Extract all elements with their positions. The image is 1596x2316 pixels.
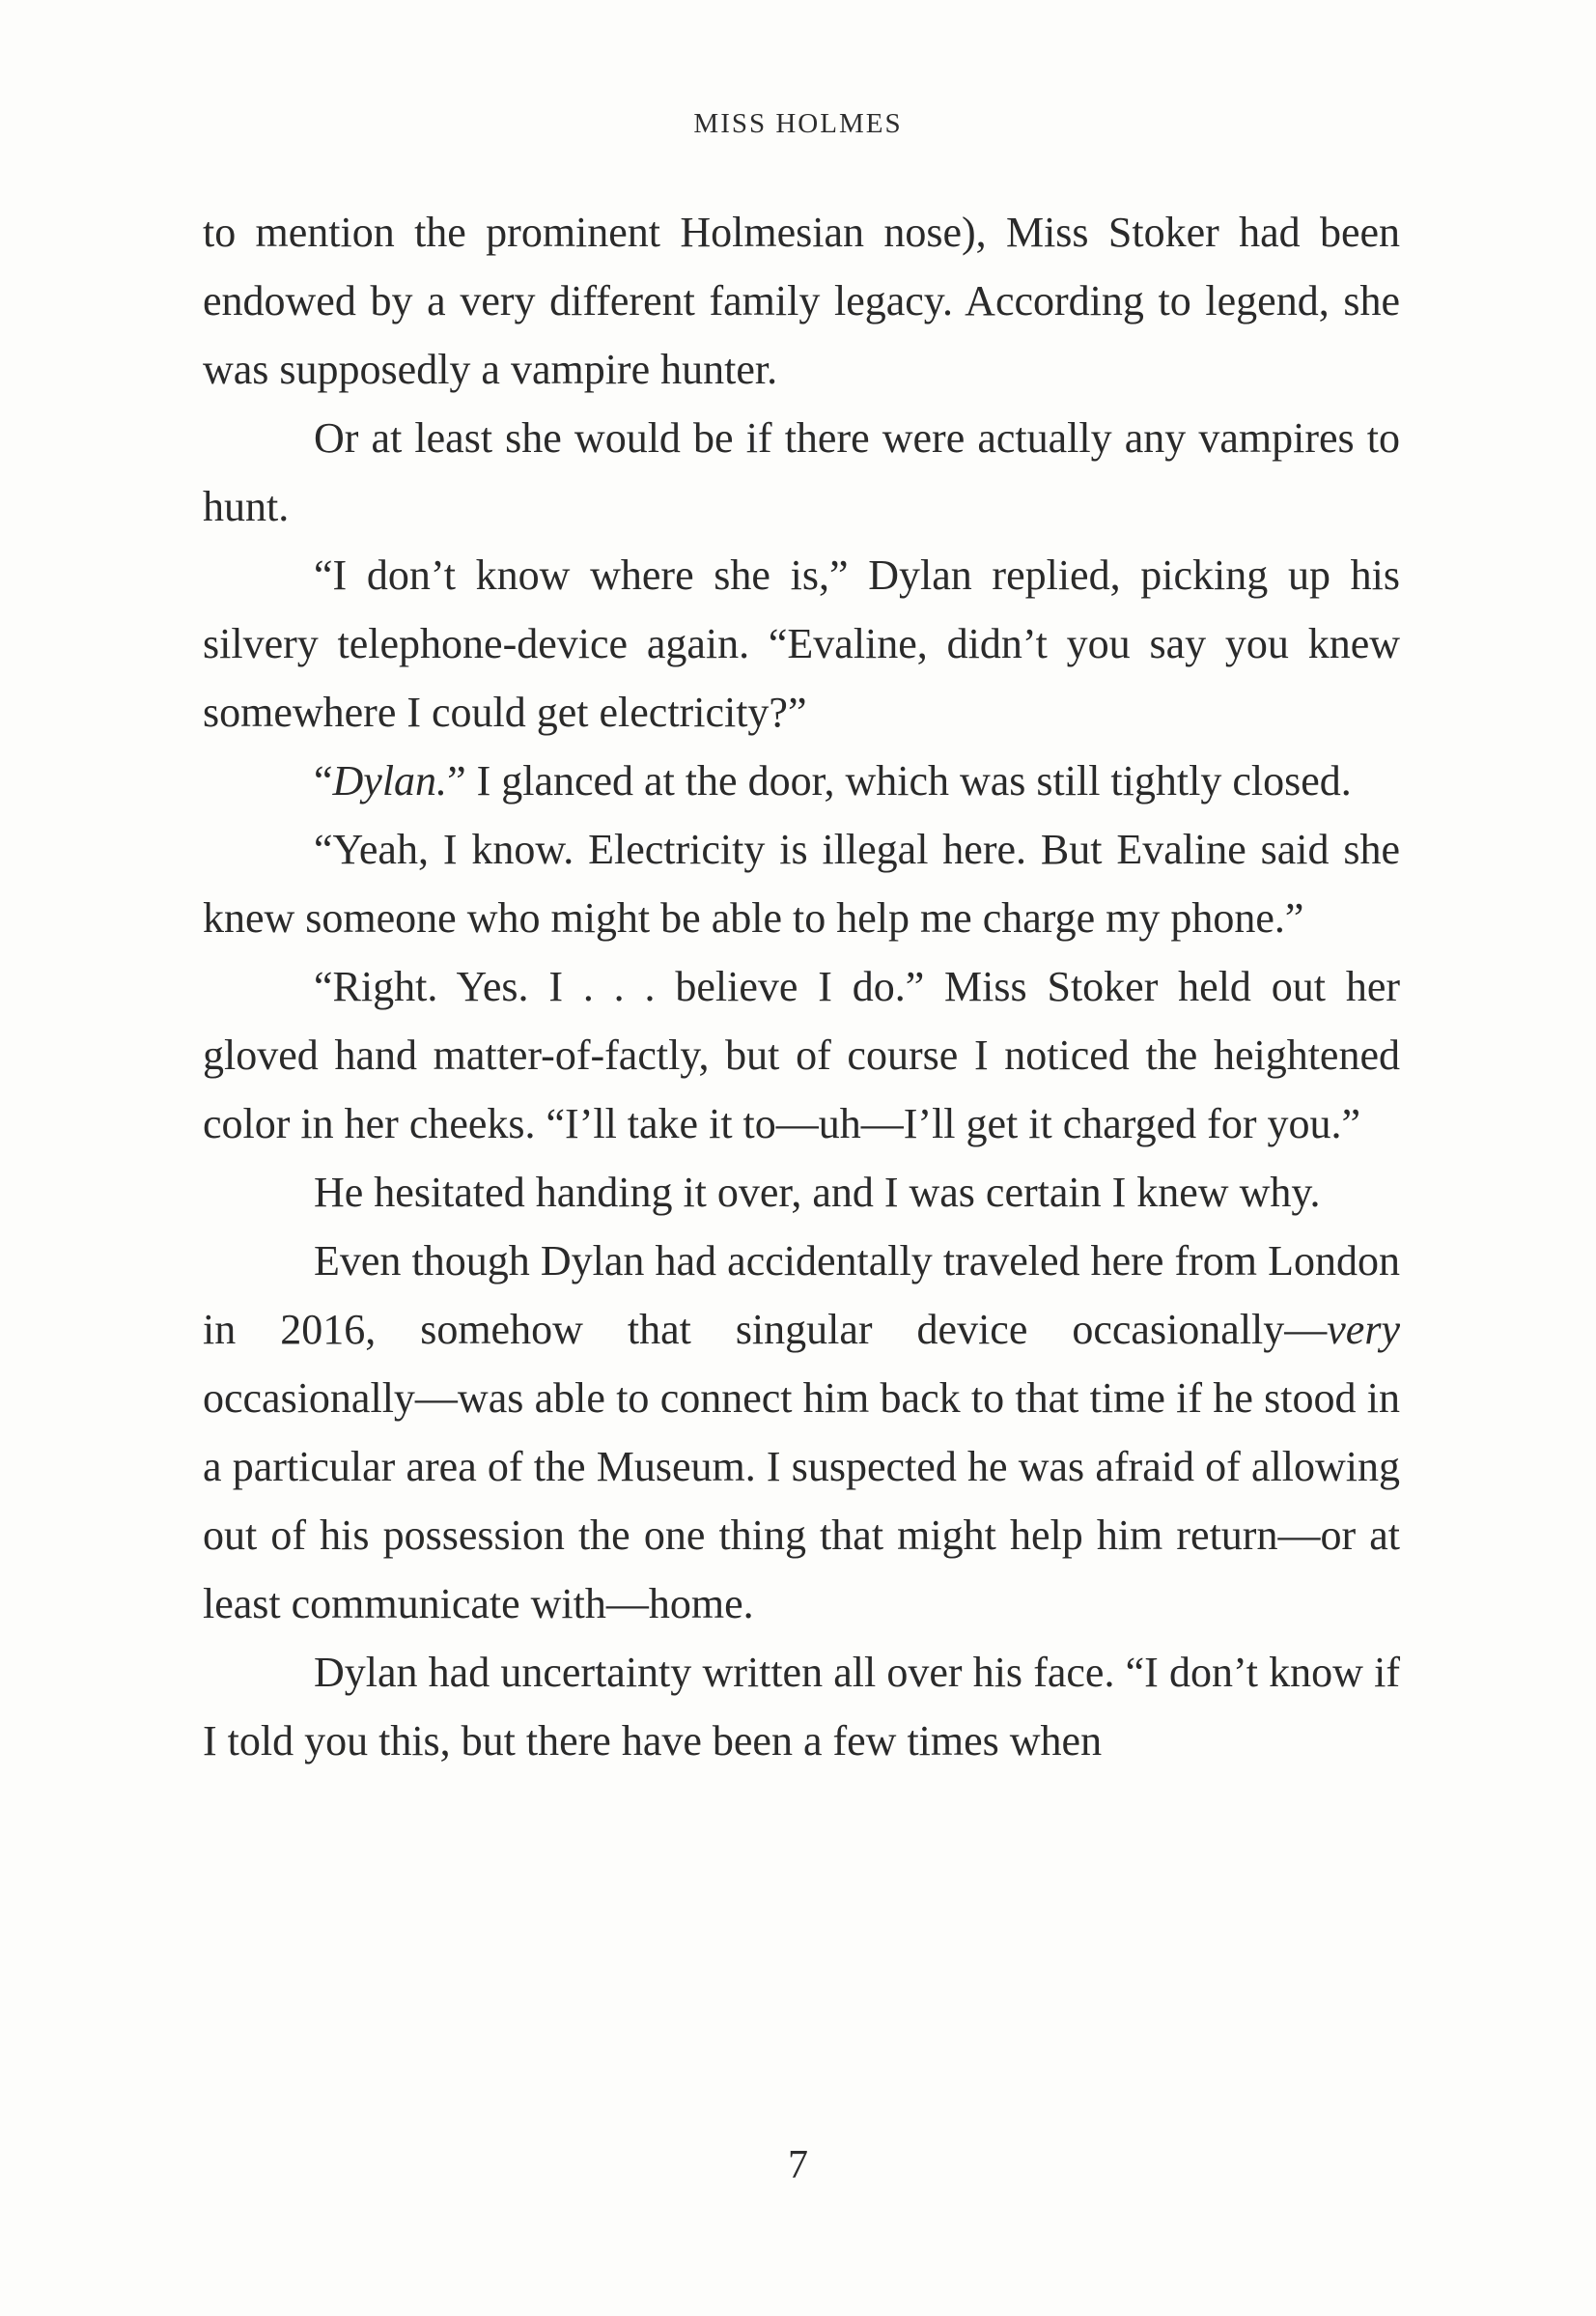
text-run: ” I glanced at the door, which was still tightly closed. [447,757,1352,805]
paragraph-7 [203,1158,1400,1227]
paragraph-4 [203,747,1400,815]
text-run: “Right. Yes. I . . . believe I do.” Miss Stoker held out her gloved hand matter-of-factly, but of course I noticed the heightened color in her cheeks. “I’ll take it to—uh—I’ll get it charged for you.” [203,963,1400,1147]
italic-run: Dylan. [332,757,448,805]
paragraph-3 [203,541,1400,747]
italic-run: very [1327,1306,1400,1353]
paragraph-1 [203,198,1400,404]
text-run: “I don’t know where she is,” Dylan replied, picking up his silvery telephone-device again. “Evaline, didn’t you say you knew somewhere I could get electricity?” [203,551,1400,736]
paragraph-5 [203,815,1400,952]
text-run: occasionally—was able to connect him back to that time if he stood in a particular area of the Museum. I suspected he was afraid of allowing out of his possession the one thing that might help him return—or at least communicate with—home. [203,1374,1400,1627]
text-run: Or at least she would be if there were actually any vampires to hunt. [203,414,1400,530]
text-run: Even though Dylan had accidentally traveled here from London in 2016, somehow that singular device occasionally— [203,1237,1400,1353]
paragraph-6 [203,952,1400,1158]
text-run: He hesitated handing it over, and I was certain I knew why. [314,1169,1321,1216]
text-run: “Yeah, I know. Electricity is illegal here. But Evaline said she knew someone who might be able to help me charge my phone.” [203,826,1400,942]
paragraph-2 [203,404,1400,541]
body-text [203,198,1400,1775]
text-run: to mention the prominent Holmesian nose), Miss Stoker had been endowed by a very different family legacy. According to legend, she was supposedly a vampire hunter. [203,209,1400,393]
page-number: 7 [788,2143,808,2188]
text-run: Dylan had uncertainty written all over his face. “I don’t know if I told you this, but there have been a few times when [203,1649,1400,1765]
text-run: “ [314,757,333,805]
paragraph-9 [203,1638,1400,1775]
paragraph-8 [203,1227,1400,1638]
running-head: MISS HOLMES [693,108,903,139]
